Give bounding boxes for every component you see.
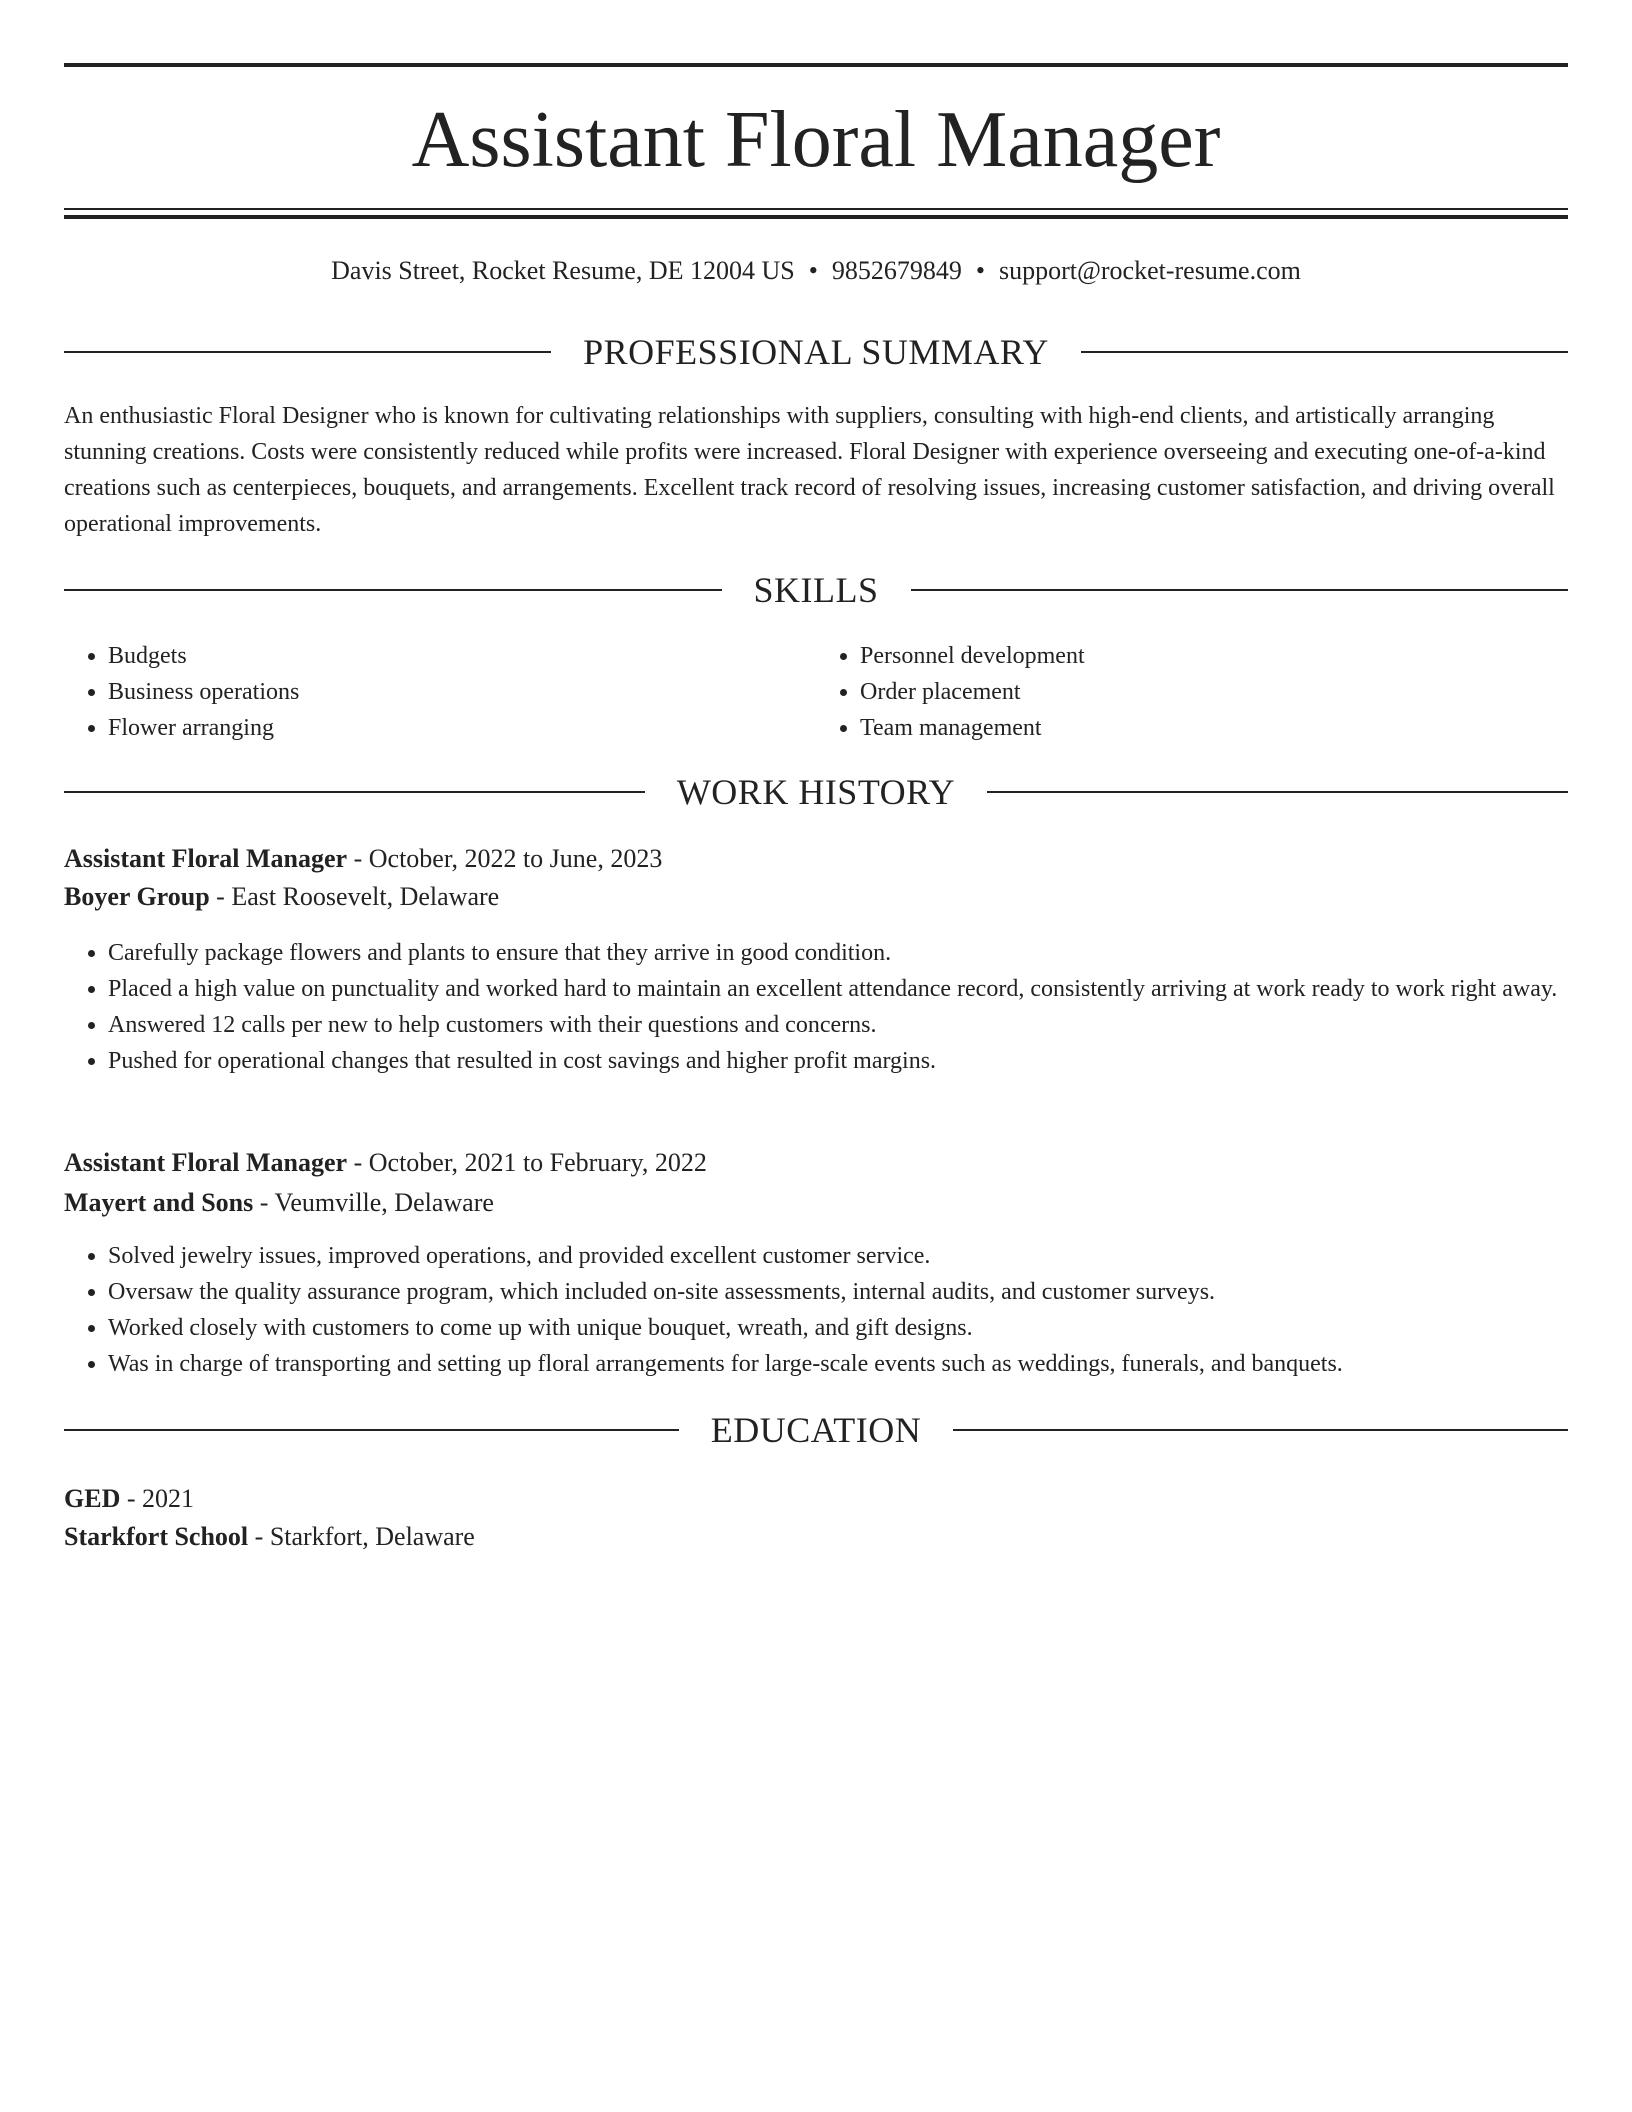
- job-dates: - October, 2022 to June, 2023: [347, 844, 663, 873]
- education-heading-label: EDUCATION: [710, 1410, 922, 1450]
- skill-item: • Flower arranging: [108, 710, 816, 746]
- skills-heading-label: SKILLS: [753, 570, 879, 610]
- skill-item: • Order placement: [860, 674, 1568, 710]
- contact-separator: •: [808, 256, 818, 285]
- heading-rule-left: [64, 351, 551, 353]
- education-school-line: [64, 1519, 1568, 1555]
- heading-rule-left: [64, 1429, 679, 1431]
- work-heading-label: WORK HISTORY: [676, 772, 956, 812]
- skill-item: • Business operations: [108, 674, 816, 710]
- skills-heading: [64, 568, 1568, 612]
- skills-column-right: [816, 638, 1568, 746]
- job-title: Assistant Floral Manager: [64, 844, 348, 873]
- job-bullet: • Solved jewelry issues, improved operations, and provided excellent customer service.: [108, 1238, 1568, 1274]
- job-bullet: • Answered 12 calls per new to help customers with their questions and concerns.: [108, 1007, 1568, 1043]
- heading-rule-right: [911, 589, 1569, 591]
- job-bullet: • Carefully package flowers and plants to ensure that they arrive in good condition.: [108, 935, 1568, 971]
- job-bullet: • Was in charge of transporting and setting up floral arrangements for large-scale events such as weddings, funerals, and banquets.: [108, 1346, 1568, 1382]
- title-rule-thick: [64, 215, 1568, 219]
- job-company: Boyer Group: [64, 882, 210, 911]
- summary-heading-label: PROFESSIONAL SUMMARY: [583, 332, 1049, 372]
- job-bullet: • Worked closely with customers to come up with unique bouquet, wreath, and gift designs.: [108, 1310, 1568, 1346]
- heading-rule-right: [1081, 351, 1568, 353]
- skill-item: • Budgets: [108, 638, 816, 674]
- contact-address: Davis Street, Rocket Resume, DE 12004 US: [331, 256, 795, 285]
- contact-separator: •: [975, 256, 985, 285]
- contact-email: support@rocket-resume.com: [998, 256, 1301, 285]
- skills-column-left: [64, 638, 816, 746]
- skill-item: • Personnel development: [860, 638, 1568, 674]
- top-rule: [64, 63, 1568, 67]
- job-bullet: • Placed a high value on punctuality and worked hard to maintain an excellent attendance record, consistently arriving at work ready to work right away.: [108, 971, 1568, 1007]
- job-company: Mayert and Sons: [64, 1188, 254, 1217]
- title-rule-thin: [64, 208, 1568, 210]
- job-dates: - October, 2021 to February, 2022: [347, 1148, 707, 1177]
- heading-rule-right: [953, 1429, 1568, 1431]
- job-bullets: [64, 1238, 1568, 1382]
- job-title-line: [64, 841, 1568, 877]
- heading-rule-right: [987, 791, 1568, 793]
- job-bullet: • Pushed for operational changes that resulted in cost savings and higher profit margins.: [108, 1043, 1568, 1079]
- skills-list: [64, 638, 1568, 746]
- job-company-line: [64, 1185, 1568, 1221]
- contact-line: [64, 254, 1568, 288]
- education-degree-line: [64, 1481, 1568, 1517]
- contact-phone: 9852679849: [831, 256, 962, 285]
- education-school: Starkfort School: [64, 1522, 249, 1551]
- job-title: Assistant Floral Manager: [64, 1148, 348, 1177]
- education-degree: GED: [64, 1484, 121, 1513]
- job-location: - East Roosevelt, Delaware: [209, 882, 500, 911]
- heading-rule-left: [64, 589, 722, 591]
- work-heading: [64, 770, 1568, 814]
- education-year: - 2021: [120, 1484, 195, 1513]
- education-location: - Starkfort, Delaware: [248, 1522, 475, 1551]
- job-location: - Veumville, Delaware: [253, 1188, 494, 1217]
- summary-heading: [64, 330, 1568, 374]
- skill-item: • Team management: [860, 710, 1568, 746]
- heading-rule-left: [64, 791, 645, 793]
- job-company-line: [64, 879, 1568, 915]
- education-heading: [64, 1408, 1568, 1452]
- job-bullet: • Oversaw the quality assurance program, which included on-site assessments, internal audits, and customer surveys.: [108, 1274, 1568, 1310]
- summary-text: An enthusiastic Floral Designer who is known for cultivating relationships with suppliers, consulting with high-end clients, and artistically arranging stunning creations. Costs were consistently reduced while profits were increased. Floral Designer with experience overseeing and executing one-of-a-kind creations such as centerpieces, bouquets, and arrangements. Excellent track record of resolving issues, increasing customer satisfaction, and driving overall operational improvements.: [64, 403, 1555, 537]
- job-bullets: [64, 935, 1568, 1079]
- job-title-line: [64, 1145, 1568, 1181]
- resume-title: Assistant Floral Manager: [411, 96, 1221, 184]
